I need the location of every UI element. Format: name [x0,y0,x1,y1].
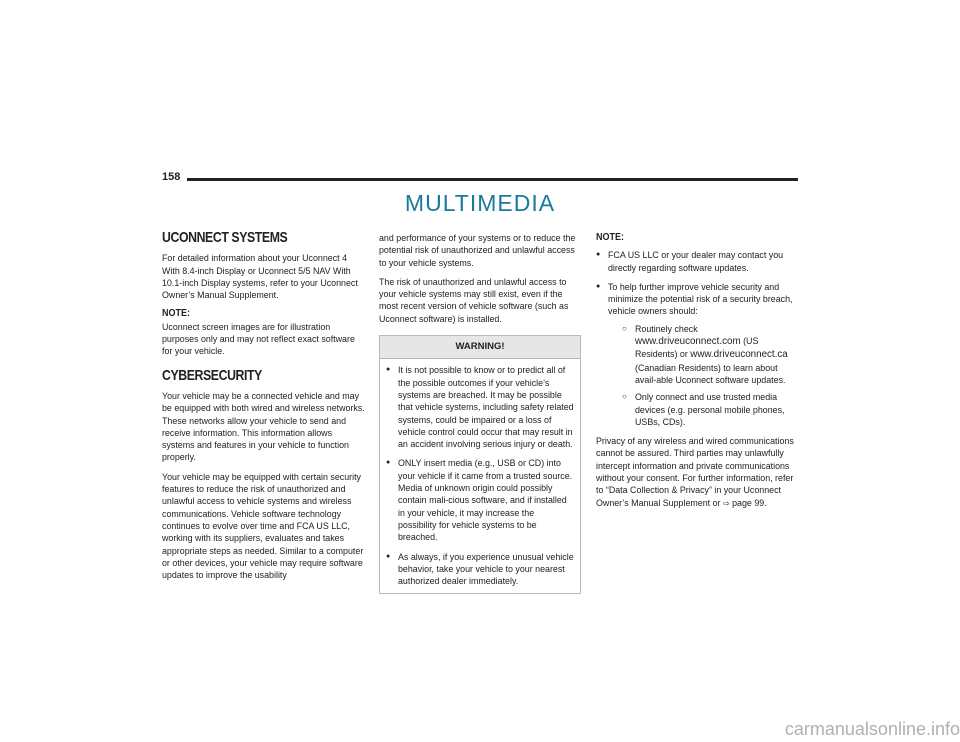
privacy-paragraph [596,435,799,510]
warning-item: ● As always, if you experience unusual vehicle behavior, take your vehicle to your nearest authorized dealer immediately. [386,551,574,588]
continued-paragraph: and performance of your systems or to reduce the potential risk of unauthorized and unlawful access to your vehicle systems. [379,233,576,268]
note-item [596,249,799,274]
warning-box [379,335,581,594]
heading-cybersecurity: CYBERSECURITY [162,366,262,384]
column-right [596,232,799,517]
warning-title: WARNING! [380,336,580,359]
header-rule [187,178,798,181]
cyber-paragraph-2: Your vehicle may be equipped with certain security features to reduce the risk of unauthorized and unlawful access to vehicle systems and wireless communications. Vehicle software technology continues to evolve over time and FCA US LLC, working with its suppliers, evaluates and takes appropriate steps as needed. Similar to a computer or other devices, your vehicle may require software updates to improve the usability [162,471,364,581]
sub-list [608,323,799,428]
column-left [162,229,367,588]
page-number: 158 [162,171,181,183]
note-list [596,249,799,428]
warning-item: ● It is not possible to know or to predict all of the possible outcomes if your vehicle’s systems are breached. It may be possible that vehicle systems, including safety related systems, could be impaired or a loss of vehicle control could occur that may result in an accident involving serious injury or death. [386,364,574,450]
note-label: NOTE: [596,232,624,243]
sub-item-text: (US Residents) or [635,336,759,360]
section-title: MULTIMEDIA [404,190,556,216]
heading-uconnect-systems: UCONNECT SYSTEMS [162,229,288,246]
link-driveuconnect-com[interactable]: www.driveuconnect.com [635,336,741,348]
page-reference-arrow-icon: ⇨ [722,498,730,508]
risk-paragraph: The risk of unauthorized and unlawful access to your vehicle systems may still exist, even if the most recent version of vehicle software (such as Uconnect software) is installed. [379,276,569,324]
sub-item: ○ Only connect and use trusted media devices (e.g. personal mobile phones, USBs, CDs). [622,391,799,428]
watermark: carmanualsonline.info [784,719,960,739]
page-reference-link[interactable]: page 99. [729,497,767,508]
warning-item: ● ONLY insert media (e.g., USB or CD) into your vehicle if it came from a trusted source. Media of unknown origin could possibly contain mali-cious software, and if installed in your vehicle, it may increase the possibility for vehicle systems to be breached. [386,457,574,543]
note-item-text: To help further improve vehicle security and minimize the potential risk of a security breach, vehicle owners should: [608,281,793,317]
column-middle [379,232,581,594]
sub-item-text: (Canadian Residents) to learn about avail-able Uconnect software updates. [635,362,786,385]
note-item [596,281,799,428]
uconnect-intro-paragraph: For detailed information about your Uconnect 4 With 8.4-inch Display or Uconnect 5/5 NAV With 10.1-inch Display systems, refer to your Uconnect Owner’s Manual Supplement. [162,253,358,301]
sub-item-text: Routinely check [635,323,698,334]
note-label: NOTE: [162,308,190,320]
link-driveuconnect-ca[interactable]: www.driveuconnect.ca [690,349,788,361]
note-item-text: FCA US LLC or your dealer may contact you directly regarding software updates. [608,250,784,273]
warning-list [386,364,574,587]
cyber-paragraph-1: Your vehicle may be a connected vehicle and may be equipped with both wired and wireless networks. These networks allow your vehicle to send and receive information. This information allows systems and features in your vehicle to function properly. [162,390,365,463]
sub-item [622,323,799,386]
privacy-text: Privacy of any wireless and wired communications cannot be assured. Third parties may unlawfully intercept information and private communications without your consent. For further information, refer to “Data Collection & Privacy” in your Uconnect Owner’s Manual Supplement or [596,436,794,508]
note-text: Uconnect screen images are for illustration purposes only and may not reflect exact software for your vehicle. [162,321,355,357]
